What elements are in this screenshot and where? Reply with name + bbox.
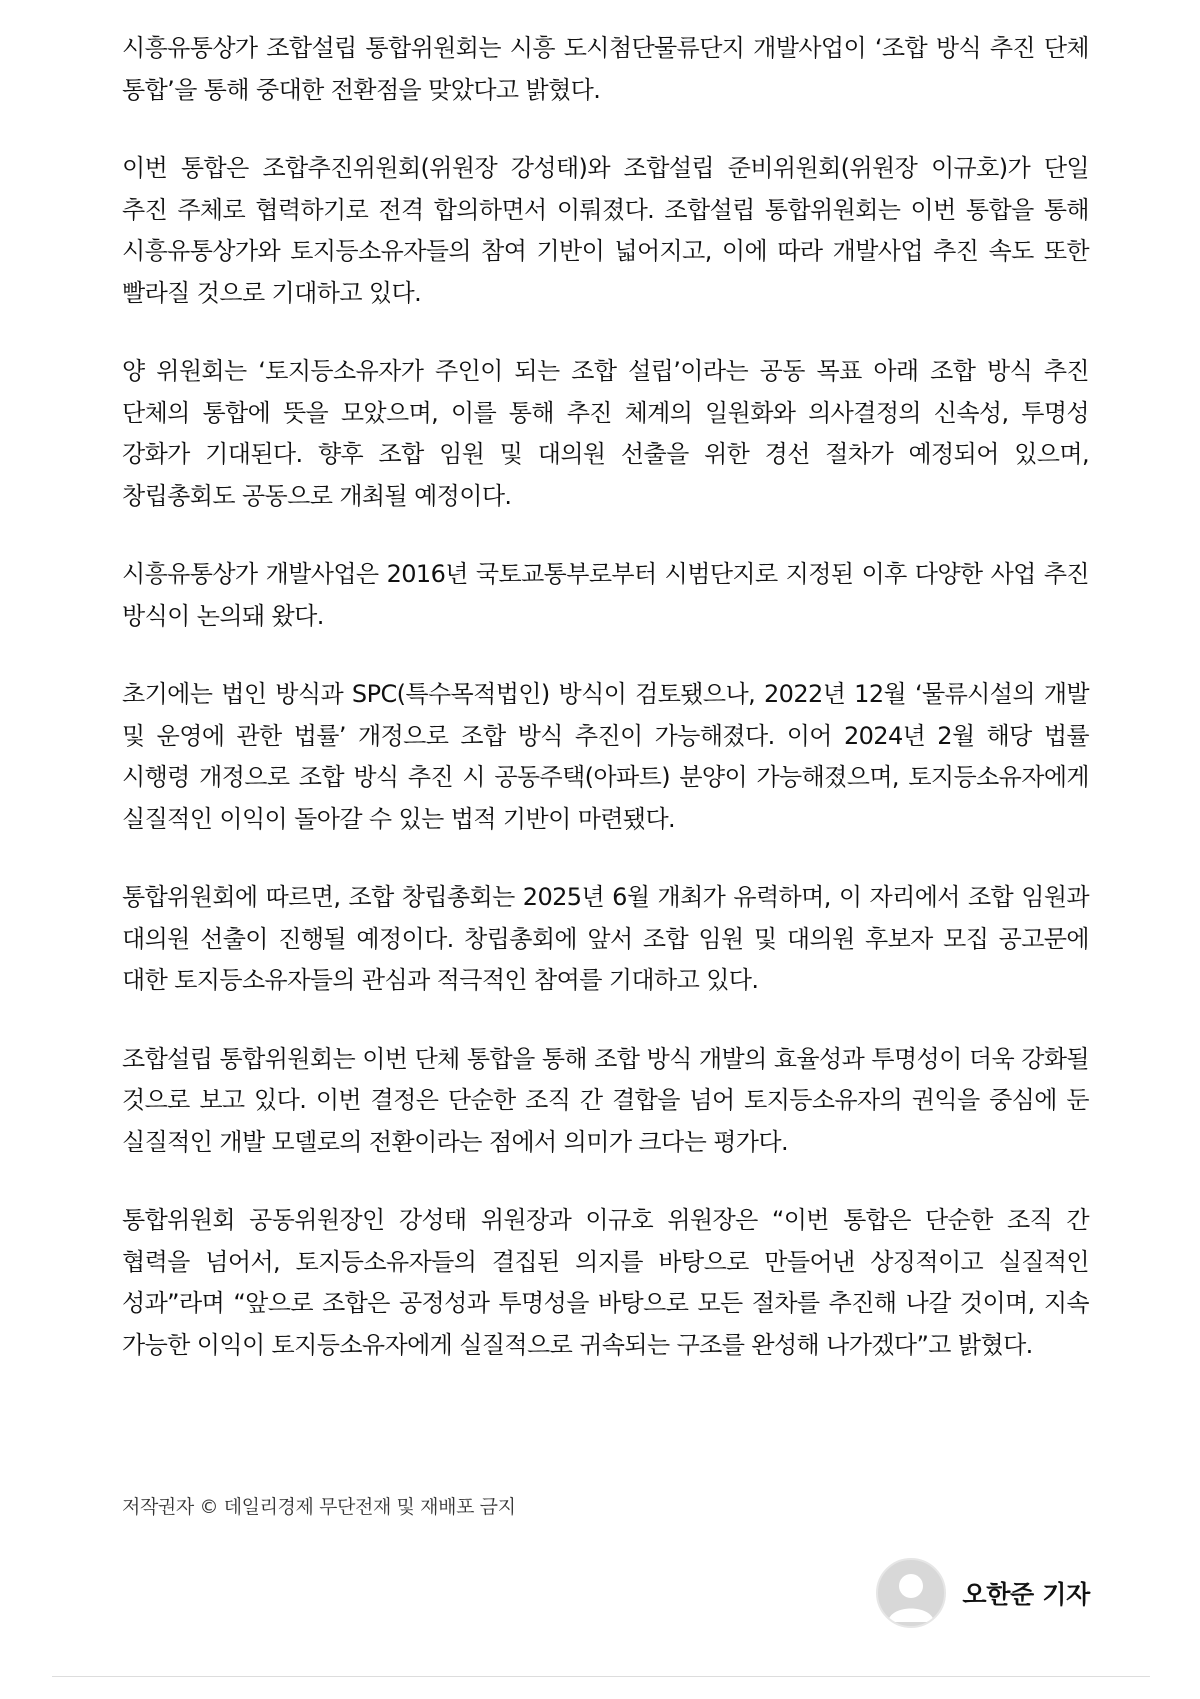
article-body: [122, 28, 1089, 1403]
reporter-name[interactable]: 오한준 기자: [962, 1580, 1090, 1609]
article-paragraph: 양 위원회는 ‘토지등소유자가 주인이 되는 조합 설립’이라는 공동 목표 아래 조합 방식 추진 단체의 통합에 뜻을 모았으며, 이를 통해 추진 체계의 일원화와 의사결정의 신속성, 투명성 강화가 기대된다. 향후 조합 임원 및 대의원 선출을 위한 경선 절차가 예정되어 있으며, 창립총회도 공동으로 개최될 예정이다.: [122, 357, 1089, 510]
copyright-notice: 저작권자 © 데일리경제 무단전재 및 재배포 금지: [122, 1496, 516, 1518]
article-paragraph: 통합위원회 공동위원장인 강성태 위원장과 이규호 위원장은 “이번 통합은 단순한 조직 간 협력을 넘어서, 토지등소유자들의 결집된 의지를 바탕으로 만들어낸 상징적이고 실질적인 성과”라며 “앞으로 조합은 공정성과 투명성을 바탕으로 모든 절차를 추진해 나갈 것이며, 지속 가능한 이익이 토지등소유자에게 실질적으로 귀속되는 구조를 완성해 나가겠다”고 밝혔다.: [122, 1206, 1089, 1359]
article-paragraph: 통합위원회에 따르면, 조합 창립총회는 2025년 6월 개최가 유력하며, 이 자리에서 조합 임원과 대의원 선출이 진행될 예정이다. 창립총회에 앞서 조합 임원 및 대의원 후보자 모집 공고문에 대한 토지등소유자들의 관심과 적극적인 참여를 기대하고 있다.: [122, 883, 1089, 994]
article-paragraph: 조합설립 통합위원회는 이번 단체 통합을 통해 조합 방식 개발의 효율성과 투명성이 더욱 강화될 것으로 보고 있다. 이번 결정은 단순한 조직 간 결합을 넘어 토지등소유자의 권익을 중심에 둔 실질적인 개발 모델로의 전환이라는 점에서 의미가 크다는 평가다.: [122, 1044, 1089, 1156]
default-profile-icon[interactable]: [876, 1558, 946, 1628]
avatar-silhouette: [878, 1560, 944, 1626]
reporter-byline[interactable]: [876, 1558, 1090, 1628]
article-paragraph: 이번 통합은 조합추진위원회(위원장 강성태)와 조합설립 준비위원회(위원장 이규호)가 단일 추진 주체로 협력하기로 전격 합의하면서 이뤄졌다. 조합설립 통합위원회는 이번 통합을 통해 시흥유통상가와 토지등소유자들의 참여 기반이 넓어지고, 이에 따라 개발사업 추진 속도 또한 빨라질 것으로 기대하고 있다.: [122, 154, 1089, 307]
article-paragraph: 시흥유통상가 개발사업은 2016년 국토교통부로부터 시범단지로 지정된 이후 다양한 사업 추진 방식이 논의돼 왔다.: [122, 560, 1089, 630]
article-paragraph: 시흥유통상가 조합설립 통합위원회는 시흥 도시첨단물류단지 개발사업이 ‘조합 방식 추진 단체 통합’을 통해 중대한 전환점을 맞았다고 밝혔다.: [122, 34, 1089, 104]
footer-divider: [52, 1676, 1150, 1677]
article-paragraph: 초기에는 법인 방식과 SPC(특수목적법인) 방식이 검토됐으나, 2022년 12월 ‘물류시설의 개발 및 운영에 관한 법률’ 개정으로 조합 방식 추진이 가능해졌다. 이어 2024년 2월 해당 법률 시행령 개정으로 조합 방식 추진 시 공동주택(아파트) 분양이 가능해졌으며, 토지등소유자에게 실질적인 이익이 돌아갈 수 있는 법적 기반이 마련됐다.: [122, 680, 1089, 833]
